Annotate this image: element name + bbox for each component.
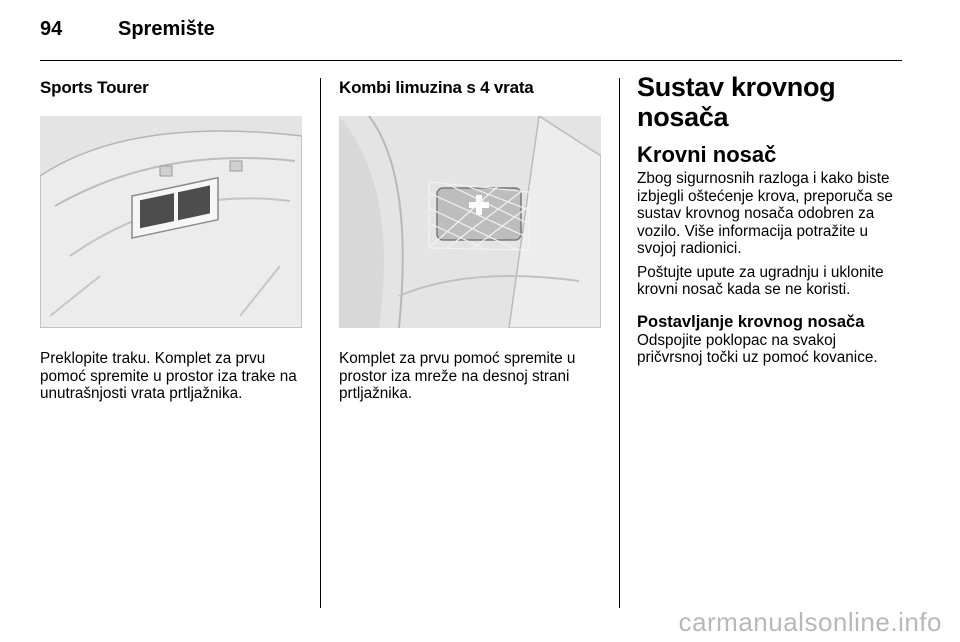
trunk-door-illustration — [40, 116, 302, 328]
page-number: 94 — [40, 18, 63, 40]
caption-text: Preklopite traku. Komplet za prvu pomoć spremite u prostor iza trake na unutrašnjosti vrata prtljažnika. — [40, 350, 297, 402]
caption-text: Komplet za prvu pomoć spremite u prostor iza mreže na desnoj strani prtljažnika. — [339, 350, 576, 402]
column-roof-rack — [637, 72, 905, 367]
column-kombi-limuzina — [339, 78, 601, 403]
trunk-net-illustration — [339, 116, 601, 328]
watermark: carmanualsonline.info — [678, 607, 942, 637]
column-sports-tourer — [40, 78, 302, 403]
paragraph-safety: Zbog sigurnosnih razloga i kako biste izbjegli oštećenje krova, preporuča se sustav krovnog nosača odobren za vozilo. Više informacija potražite u svojoj radionici. — [637, 170, 893, 257]
column-heading: Kombi limuzina s 4 vrata — [339, 78, 534, 97]
header-rule — [40, 60, 902, 61]
page-header — [40, 18, 215, 41]
subsection-heading: Krovni nosač — [637, 142, 777, 167]
column-divider-2 — [619, 78, 620, 608]
section-title: Spremište — [118, 18, 215, 40]
paragraph-mounting: Odspojite poklopac na svakoj pričvrsnoj točki uz pomoć kovanice. — [637, 331, 878, 366]
column-divider-1 — [320, 78, 321, 608]
subheading-mounting: Postavljanje krovnog nosača — [637, 312, 865, 331]
column-heading: Sports Tourer — [40, 78, 149, 97]
section-heading: Sustav krovnog nosača — [637, 72, 836, 132]
paragraph-instructions: Poštujte upute za ugradnju i uklonite krovni nosač kada se ne koristi. — [637, 263, 884, 298]
